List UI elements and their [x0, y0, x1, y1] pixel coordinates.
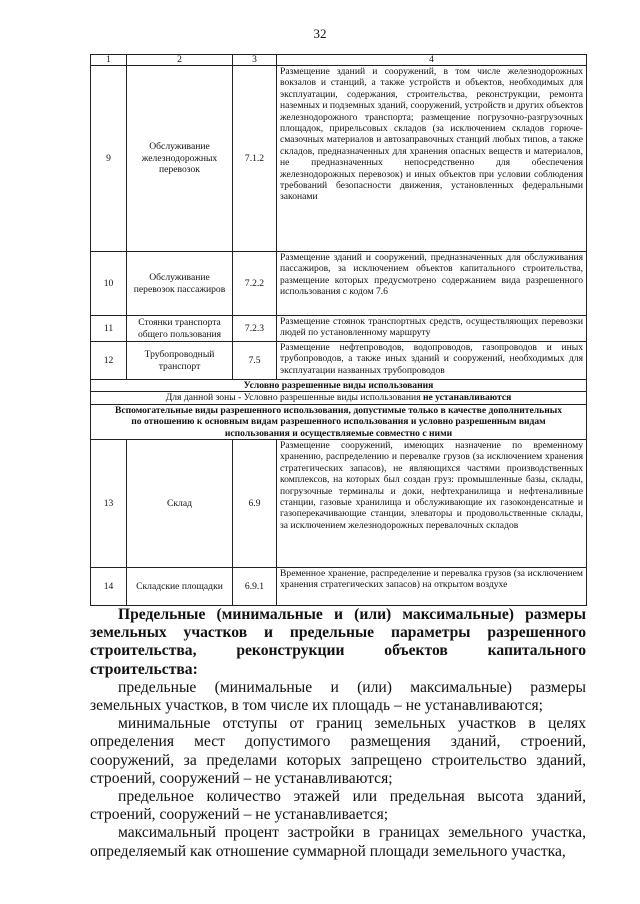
use-code: 7.2.3 [233, 316, 277, 342]
table-row [91, 66, 587, 252]
row-number: 10 [91, 252, 127, 316]
table-row [91, 440, 587, 568]
conditional-note-text: Для данной зоны - Условно разрешенные виды использования [165, 392, 421, 404]
row-number: 14 [91, 568, 127, 606]
use-code: 6.9 [233, 440, 277, 568]
use-description: Размещение зданий и сооружений, в том числе железнодорожных вокзалов и станций, а также устройств и объектов, необходимых для эксплуатации, содержания, строительства, реконструкции, ремонта наземных и подземных зданий, сооружений, устройств и других объектов железнодорожного транспорта; размещение погрузочно-разгрузочных площадок, прирельсовых складов (за исключением складов горюче-смазочных материалов и автозаправочных станций любых типов, а также складов, предназначенных для хранения опасных веществ и материалов, не предназначенных непосредственно для обеспечения железнодорожных перевозок) и иных объектов при условии соблюдения требований безопасности движения, установленных федеральными законами [277, 66, 587, 252]
table-row [91, 568, 587, 606]
table-row [91, 316, 587, 342]
row-number: 12 [91, 342, 127, 380]
use-description: Размещение зданий и сооружений, предназначенных для обслуживания пассажиров, за исключением объектов капитального строительства, размещение которых предусмотрено содержанием вида разрешенного использования с кодом 7.6 [277, 252, 587, 316]
use-code: 6.9.1 [233, 568, 277, 606]
use-name: Складские площадки [127, 568, 233, 606]
header-col-1: 1 [91, 55, 127, 66]
use-description: Размещение нефтепроводов, водопроводов, газопроводов и иных трубопроводов, а также иных зданий и сооружений, необходимых для эксплуатации названных трубопроводов [277, 342, 587, 380]
table-row [91, 252, 587, 316]
header-col-4: 4 [277, 55, 587, 66]
row-number: 13 [91, 440, 127, 568]
row-number: 11 [91, 316, 127, 342]
use-name: Стоянки транспорта общего пользования [127, 316, 233, 342]
section-conditional-heading: Условно разрешенные виды использования [91, 380, 587, 392]
section-row [91, 404, 587, 439]
section-auxiliary-heading: Вспомогательные виды разрешенного использования, допустимые только в качестве дополнительных по отношению к основным видам разрешенного использования и условно разрешенным видам использования и осуществляемые совместно с ними [91, 404, 587, 439]
section-heading: Предельные (минимальные и (или) максимальные) размеры земельных участков и предельные параметры разрешенного строительства, реконструкции объектов капитального строительства: [90, 606, 586, 678]
paragraph: максимальный процент застройки в границах земельного участка, определяемый как отношение суммарной площади земельного участка, [90, 824, 586, 860]
paragraph: минимальные отступы от границ земельных участков в целях определения мест допустимого размещения зданий, строений, сооружений, за пределами которых запрещено строительство зданий, строений, сооружений – не устанавливаются; [90, 715, 586, 787]
use-name: Обслуживание железнодорожных перевозок [127, 66, 233, 252]
use-description: Временное хранение, распределение и перевалка грузов (за исключением хранения стратегических запасов) на открытом воздухе [277, 568, 587, 606]
land-use-table [90, 54, 587, 606]
use-name: Склад [127, 440, 233, 568]
section-row [91, 380, 587, 392]
row-number: 9 [91, 66, 127, 252]
conditional-note-bold: не устанавливаются [422, 392, 512, 404]
page-number: 32 [313, 26, 327, 41]
table-row [91, 342, 587, 380]
paragraph: предельное количество этажей или предельная высота зданий, строений, сооружений – не устанавливается; [90, 788, 586, 824]
use-code: 7.5 [233, 342, 277, 380]
table-header-row [91, 55, 587, 66]
use-code: 7.2.2 [233, 252, 277, 316]
use-name: Обслуживание перевозок пассажиров [127, 252, 233, 316]
conditional-note [91, 392, 587, 404]
body-text [90, 606, 586, 861]
section-row [91, 392, 587, 404]
use-description: Размещение стоянок транспортных средств, осуществляющих перевозки людей по установленному маршруту [277, 316, 587, 342]
use-code: 7.1.2 [233, 66, 277, 252]
paragraph: предельные (минимальные и (или) максимальные) размеры земельных участков, в том числе их площадь – не устанавливаются; [90, 678, 586, 715]
use-name: Трубопроводный транспорт [127, 342, 233, 380]
use-description: Размещение сооружений, имеющих назначение по временному хранению, распределению и перевалке грузов (за исключением хранения стратегических запасов), не являющихся частями производственных комплексов, на которых был создан груз: промышленные базы, склады, погрузочные терминалы и доки, нефтехранилища и нефтеналивные станции, газовые хранилища и обслуживающие их газоконденсатные и газоперекачивающие станции, элеваторы и продовольственные склады, за исключением железнодорожных перевалочных складов [277, 440, 587, 568]
header-col-2: 2 [127, 55, 233, 66]
header-col-3: 3 [233, 55, 277, 66]
